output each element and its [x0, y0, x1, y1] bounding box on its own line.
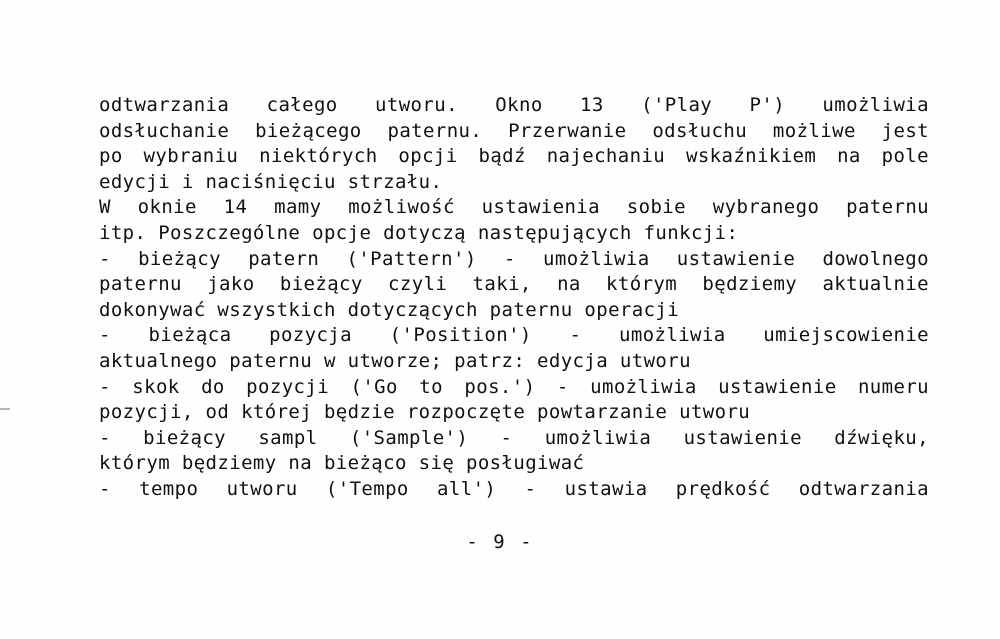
text-line-5: W oknie 14 mamy możliwość ustawienia sobie wybranego paternu: [99, 196, 929, 219]
text-line-10: - bieżąca pozycja ('Position') - umożliwia umiejscowienie: [99, 324, 929, 347]
text-line-13: pozycji, od której będzie rozpoczęte powtarzanie utworu: [99, 401, 751, 424]
text-line-8: paternu jako bieżący czyli taki, na którym będziemy aktualnie: [99, 273, 929, 296]
text-line-9: dokonywać wszystkich dotyczących paternu operacji: [99, 298, 680, 321]
text-line-14: - bieżący sampl ('Sample') - umożliwia ustawienie dźwięku,: [99, 426, 929, 449]
text-line-1: odtwarzania całego utworu. Okno 13 ('Play P') umożliwia: [99, 94, 929, 116]
page-number: - 9 -: [466, 531, 534, 553]
text-line-3: po wybraniu niektórych opcji bądź najechaniu wskaźnikiem na pole: [99, 145, 929, 168]
text-line-12: - skok do pozycji ('Go to pos.') - umożliwia ustawienie numeru: [99, 375, 929, 398]
text-line-2: odsłuchanie bieżącego paternu. Przerwanie odsłuchu możliwe jest: [99, 119, 929, 142]
text-line-4: edycji i naciśnięciu strzału.: [99, 170, 443, 193]
text-line-11: aktualnego paternu w utworze; patrz: edycja utworu: [99, 349, 691, 372]
body-text: [99, 93, 929, 503]
text-line-15: którym będziemy na bieżąco się posługiwać: [99, 452, 585, 475]
text-line-6: itp. Poszczególne opcje dotyczą następujących funkcji:: [99, 221, 739, 244]
scan-margin-mark: [0, 408, 10, 410]
text-line-16: - tempo utworu ('Tempo all') - ustawia prędkość odtwarzania: [99, 477, 929, 500]
text-line-7: - bieżący patern ('Pattern') - umożliwia ustawienie dowolnego: [99, 247, 929, 270]
